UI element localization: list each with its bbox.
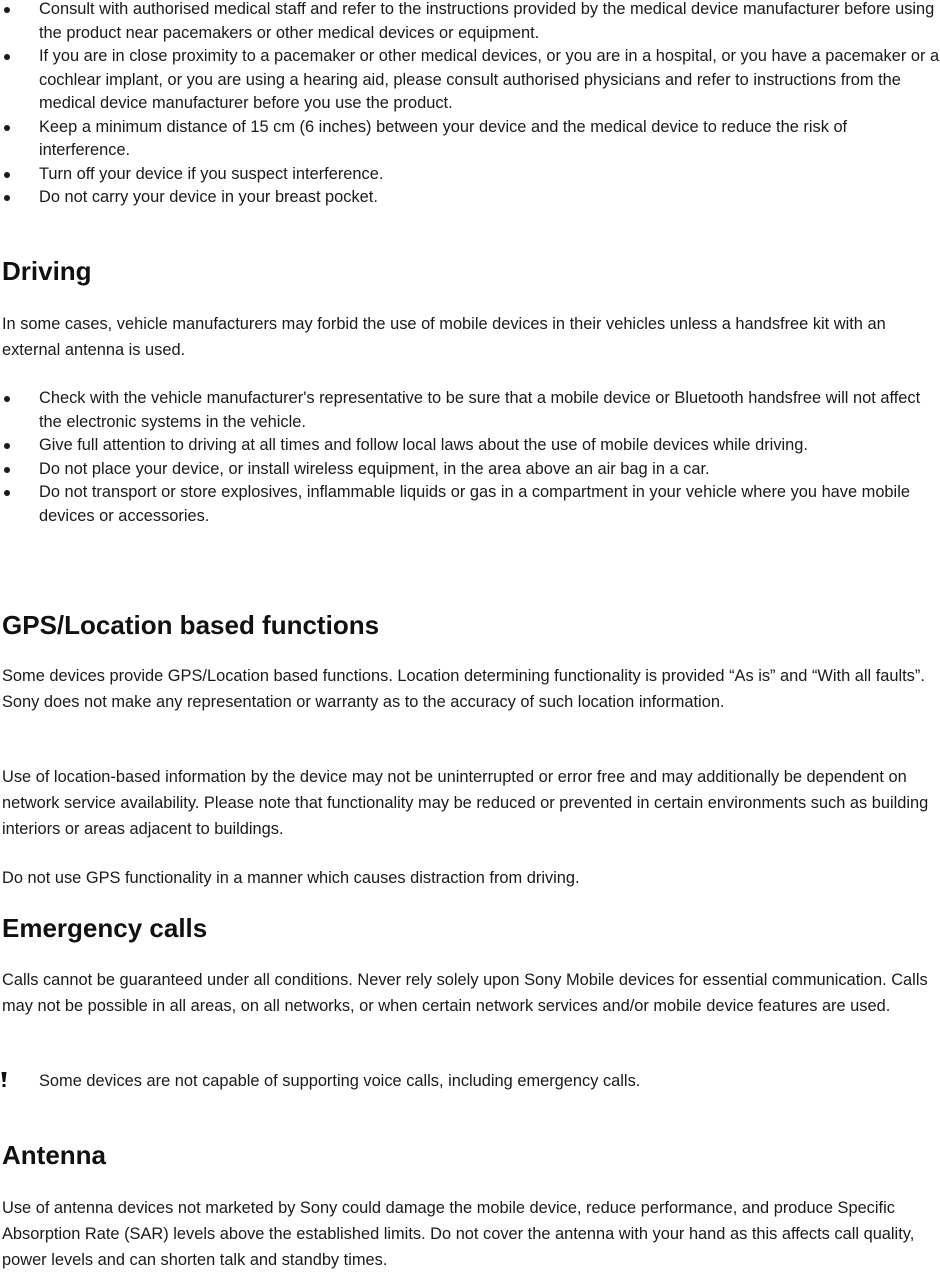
antenna-paragraph: Use of antenna devices not marketed by Sony could damage the mobile device, reduce performance, and produce Specific Absorption Rate (SAR) levels above the established limits. Do not cover the antenna with your hand as this affects call quality, power levels and can shorten talk and standby times. [2, 1199, 915, 1269]
list-item: If you are in close proximity to a pacemaker or other medical devices, or you are in a hospital, or you have a pacemaker or a cochlear implant, or you are using a hearing aid, please consult authorised physicians and refer to instructions from the medical device manufacturer before you use the product. [0, 45, 940, 116]
medical-bullet-list [0, 0, 940, 210]
gps-paragraph-2: Use of location-based information by the device may not be uninterrupted or error free and may additionally be dependent on network service availability. Please note that functionality may be reduced or prevented in certain environments such as building interiors or areas adjacent to buildings. [2, 768, 929, 838]
list-item: Consult with authorised medical staff and refer to the instructions provided by the medical device manufacturer before using the product near pacemakers or other medical devices or equipment. [0, 0, 940, 45]
list-item: Keep a minimum distance of 15 cm (6 inches) between your device and the medical device to reduce the risk of interference. [0, 116, 940, 163]
emergency-heading: Emergency calls [2, 913, 208, 943]
emergency-note [0, 1069, 940, 1093]
list-item: Do not carry your device in your breast pocket. [0, 186, 940, 210]
driving-heading: Driving [2, 256, 92, 286]
gps-paragraph-3: Do not use GPS functionality in a manner which causes distraction from driving. [2, 869, 580, 887]
emergency-note-text: Some devices are not capable of supporting voice calls, including emergency calls. [39, 1072, 641, 1090]
list-item: Give full attention to driving at all times and follow local laws about the use of mobile devices while driving. [0, 434, 940, 458]
list-item: Turn off your device if you suspect interference. [0, 163, 940, 187]
antenna-heading: Antenna [2, 1140, 106, 1170]
gps-paragraph-1: Some devices provide GPS/Location based functions. Location determining functionality is provided “As is” and “With all faults”. Sony does not make any representation or warranty as to the accuracy of such location information. [2, 667, 925, 711]
gps-heading: GPS/Location based functions [2, 610, 380, 640]
driving-bullet-list [0, 387, 940, 528]
exclamation-icon [0, 1072, 8, 1088]
list-item: Do not place your device, or install wireless equipment, in the area above an air bag in a car. [0, 458, 940, 482]
emergency-paragraph: Calls cannot be guaranteed under all conditions. Never rely solely upon Sony Mobile devices for essential communication. Calls may not be possible in all areas, on all networks, or when certain network services and/or mobile device features are used. [2, 971, 928, 1015]
list-item: Do not transport or store explosives, inflammable liquids or gas in a compartment in your vehicle where you have mobile devices or accessories. [0, 481, 940, 528]
driving-intro: In some cases, vehicle manufacturers may forbid the use of mobile devices in their vehicles unless a handsfree kit with an external antenna is used. [2, 315, 886, 359]
list-item: Check with the vehicle manufacturer's representative to be sure that a mobile device or Bluetooth handsfree will not affect the electronic systems in the vehicle. [0, 387, 940, 434]
